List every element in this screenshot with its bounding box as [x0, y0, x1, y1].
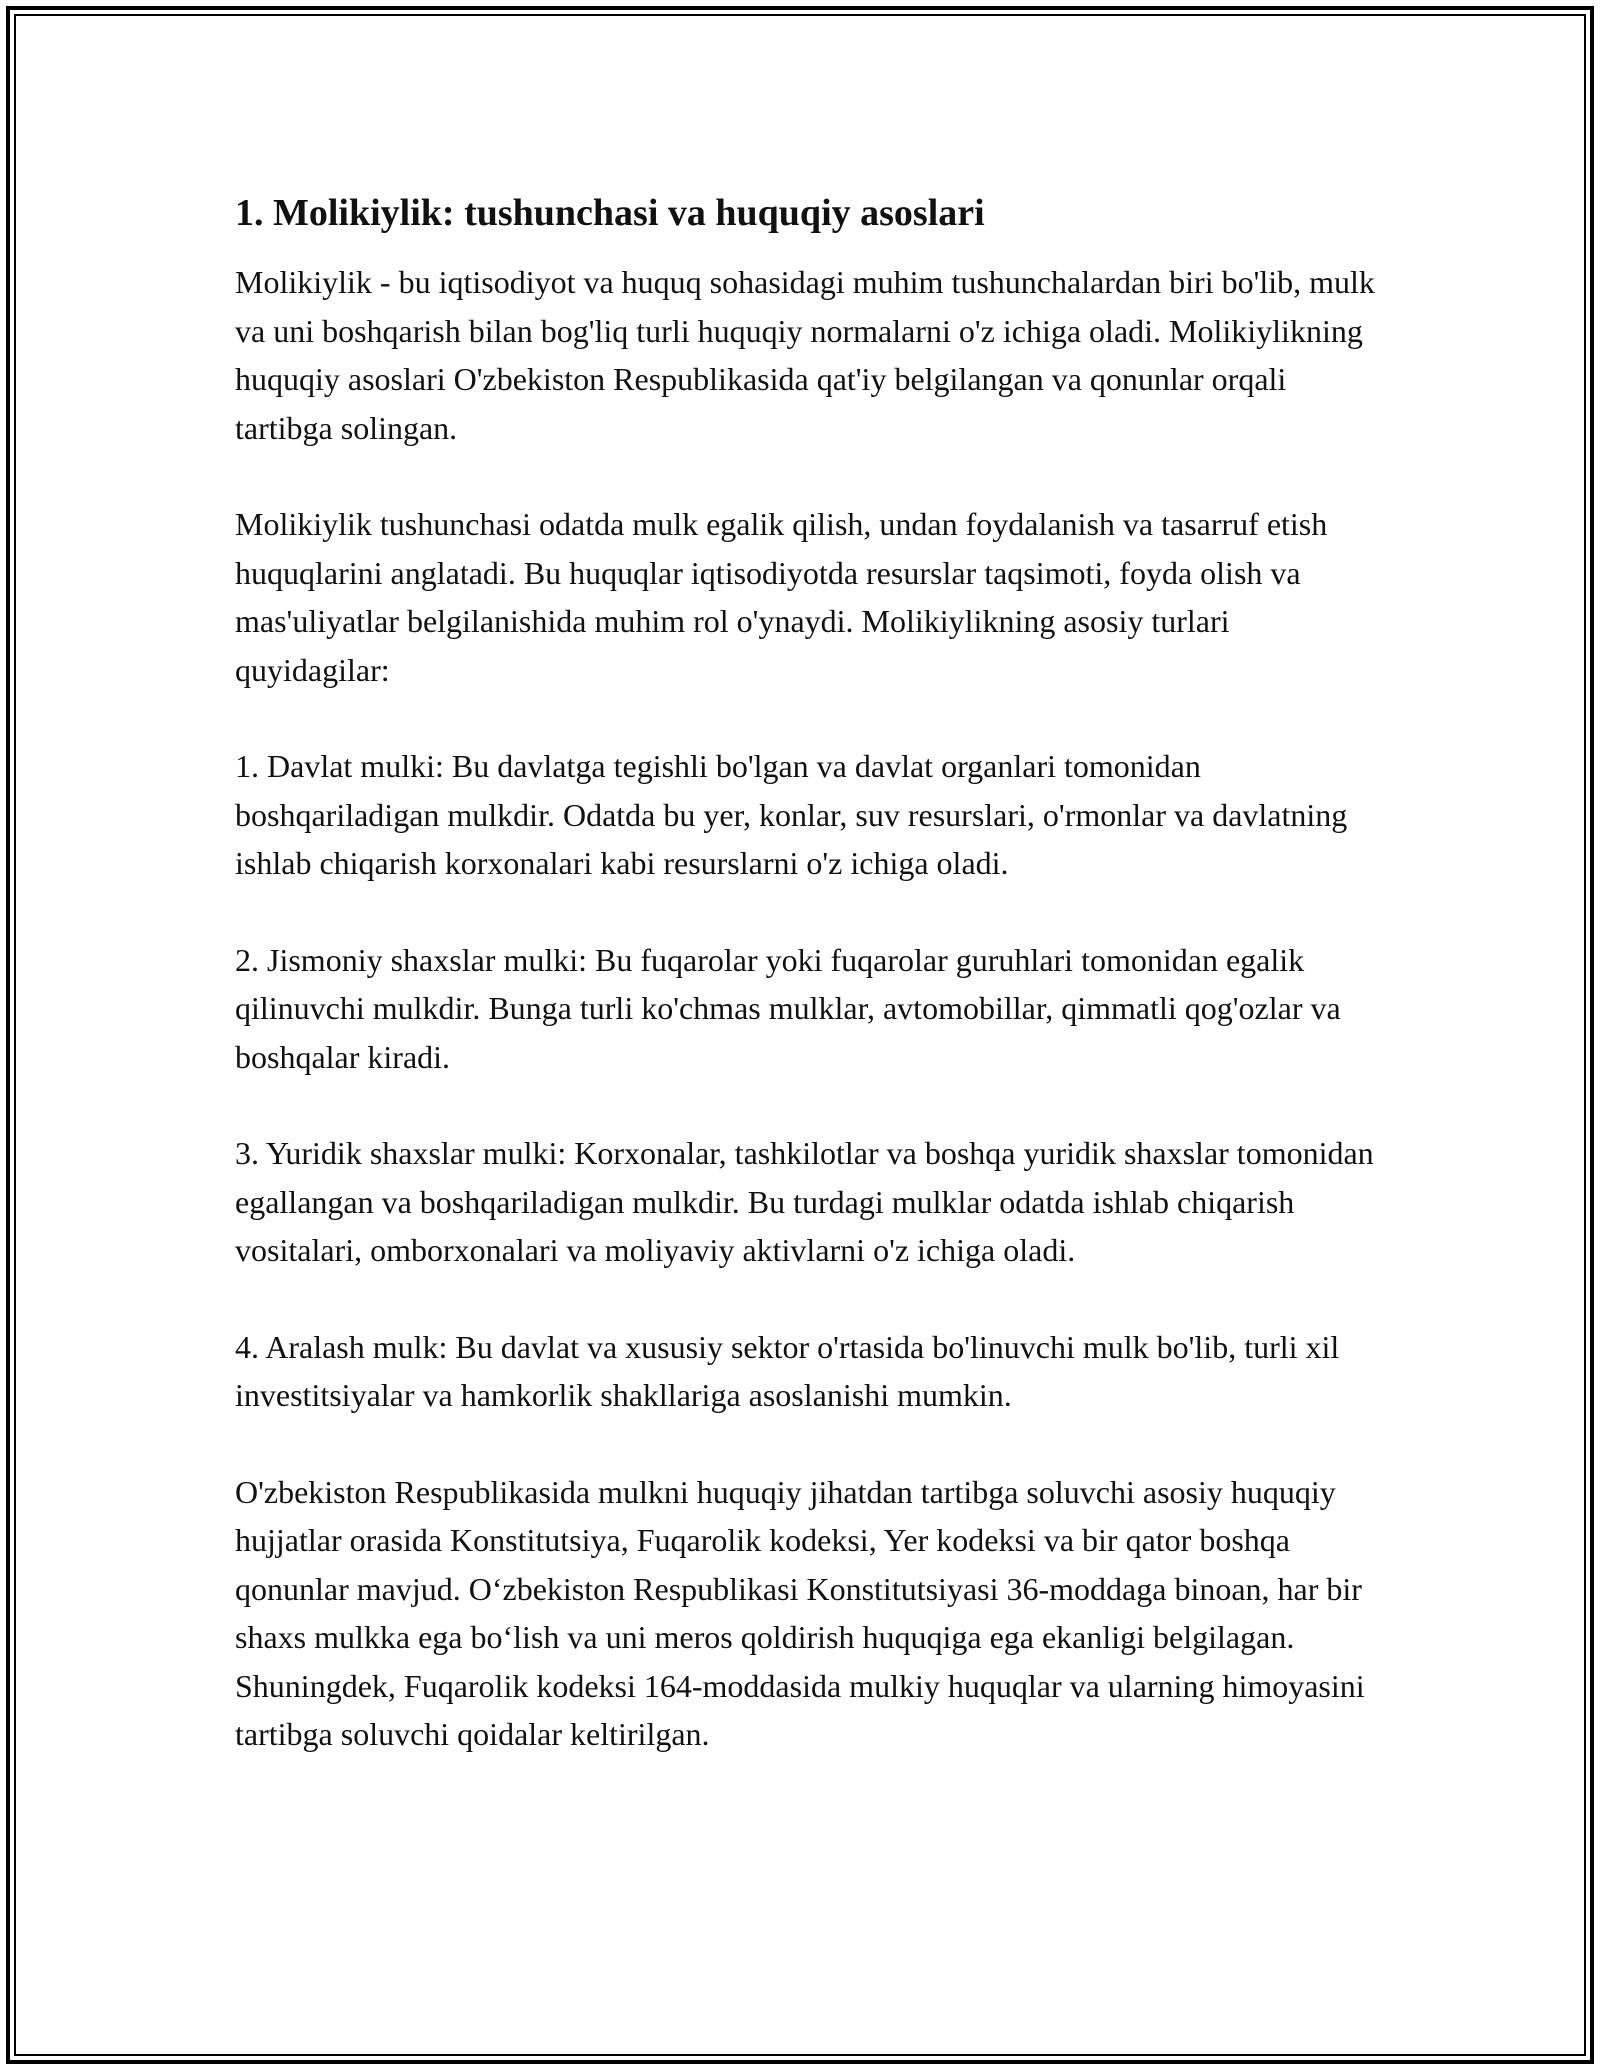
document-body: [235, 188, 1385, 1807]
section-heading: 1. Molikiylik: tushunchasi va huquqiy asoslari: [235, 192, 985, 234]
paragraph-intro: Molikiylik - bu iqtisodiyot va huquq sohasidagi muhim tushunchalardan biri bo'lib, mulk va uni boshqarish bilan bog'liq turli huquqiy normalarni o'z ichiga oladi. Molikiylikning huquqiy asoslari O'zbekiston Respublikasida qat'iy belgilangan va qonunlar orqali tartibga solingan.: [235, 264, 1375, 446]
paragraph-concept: Molikiylik tushunchasi odatda mulk egalik qilish, undan foydalanish va tasarruf etish huquqlarini anglatadi. Bu huquqlar iqtisodiyotda resurslar taqsimoti, foyda olish va mas'uliyatlar belgilanishida muhim rol o'ynaydi. Molikiylikning asosiy turlari quyidagilar:: [235, 506, 1328, 688]
paragraph-legal-documents: O'zbekiston Respublikasida mulkni huquqiy jihatdan tartibga soluvchi asosiy huquqiy hujjatlar orasida Konstitutsiya, Fuqarolik kodeksi, Yer kodeksi va bir qator boshqa qonunlar mavjud. O‘zbekiston Respublikasi Konstitutsiyasi 36-moddaga binoan, har bir shaxs mulkka ega bo‘lish va uni meros qoldirish huquqiga ega ekanligi belgilagan. Shuningdek, Fuqarolik kodeksi 164-moddasida mulkiy huquqlar va ularning himoyasini tartibga soluvchi qoidalar keltirilgan.: [235, 1473, 1365, 1752]
paragraph-individual-property: 2. Jismoniy shaxslar mulki: Bu fuqarolar yoki fuqarolar guruhlari tomonidan egalik qilinuvchi mulkdir. Bunga turli ko'chmas mulklar, avtomobillar, qimmatli qog'ozlar va boshqalar kiradi.: [235, 941, 1341, 1075]
paragraph-state-property: 1. Davlat mulki: Bu davlatga tegishli bo'lgan va davlat organlari tomonidan boshqariladigan mulkdir. Odatda bu yer, konlar, suv resurslari, o'rmonlar va davlatning ishlab chiqarish korxonalari kabi resurslarni o'z ichiga oladi.: [235, 748, 1348, 881]
paragraph-mixed-property: 4. Aralash mulk: Bu davlat va xususiy sektor o'rtasida bo'linuvchi mulk bo'lib, turli xil investitsiyalar va hamkorlik shakllariga asoslanishi mumkin.: [235, 1328, 1340, 1413]
paragraph-legal-entity-property: 3. Yuridik shaxslar mulki: Korxonalar, tashkilotlar va boshqa yuridik shaxslar tomonidan egallangan va boshqariladigan mulkdir. Bu turdagi mulklar odatda ishlab chiqarish vositalari, omborxonalari va moliyaviy aktivlarni o'z ichiga oladi.: [235, 1135, 1374, 1268]
